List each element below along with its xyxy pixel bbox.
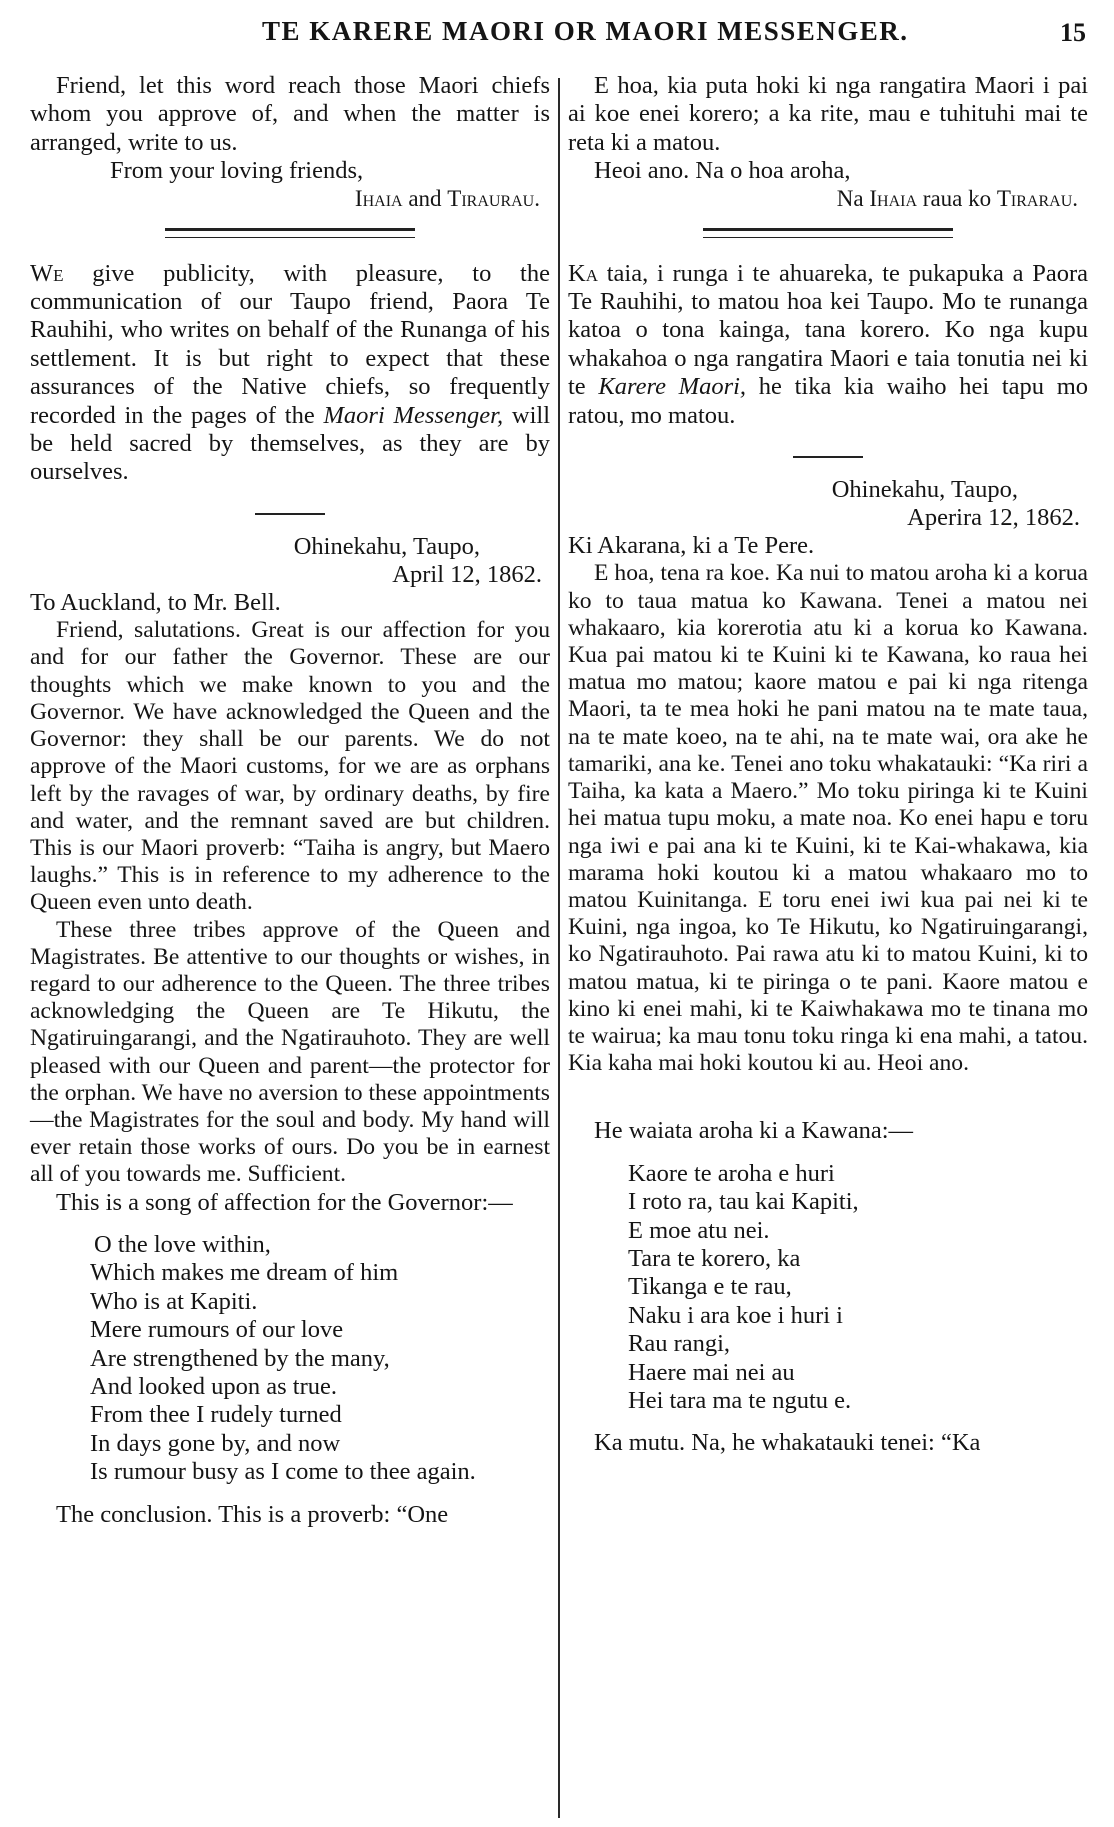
editorial-text-2: he tika kia waiho hei tapu mo ratou, mo matou. bbox=[568, 373, 1089, 429]
poem-line: Who is at Kapiti. bbox=[90, 1287, 258, 1315]
editorial-text-2: will be held sacred by themselves, as they are by ourselves. bbox=[30, 401, 551, 486]
newspaper-name: Maori Messenger, bbox=[323, 401, 504, 429]
poem-line: Mere rumours of our love bbox=[90, 1316, 344, 1344]
letter-place: Ohinekahu, Taupo, bbox=[831, 476, 1018, 504]
letter-addressee: Ki Akarana, ki a Te Pere. bbox=[568, 532, 815, 560]
signature-name-2: Tiraurau. bbox=[447, 185, 540, 211]
poem-line: From thee I rudely turned bbox=[90, 1401, 342, 1429]
poem-line: Rau rangi, bbox=[628, 1330, 731, 1358]
section-double-rule bbox=[165, 228, 415, 238]
poem-line: And looked upon as true. bbox=[90, 1372, 337, 1400]
conclusion-line: The conclusion. This is a proverb: “One bbox=[56, 1500, 449, 1528]
english-column bbox=[30, 72, 550, 1529]
page-number: 15 bbox=[1060, 18, 1086, 47]
poem-line: Kaore te aroha e huri bbox=[628, 1159, 835, 1187]
closing-salutation: From your loving friends, bbox=[110, 157, 364, 185]
signature-prefix: Na bbox=[836, 185, 864, 211]
poem bbox=[90, 1231, 550, 1487]
poem-line: I roto ra, tau kai Kapiti, bbox=[628, 1188, 859, 1216]
editorial-lead: Ka bbox=[568, 259, 598, 287]
page-header bbox=[0, 8, 1114, 56]
signature-name-2: Tirarau. bbox=[996, 185, 1078, 211]
letter-place: Ohinekahu, Taupo, bbox=[293, 532, 480, 560]
letter-paragraph-2: These three tribes approve of the Queen and Magistrates. Be attentive to our thoughts or wishes, in regard to our adherence to the Queen. The three tribes acknowledging the Queen are Te Hikutu, the Ngatiruingarangi, and the Ngatirauhoto. They are well pleased with our Queen and parent—the protector for the orphan. We have no aversion to these appointments—the Magistrates for the soul and body. My hand will ever retain those works of ours. Do you be in earnest all of you towards me. Sufficient. bbox=[30, 916, 550, 1188]
signature-name-1: Ihaia bbox=[354, 185, 403, 211]
editorial-text-1: taia, i runga i te ahuareka, te pukapuka a Paora Te Rauhihi, to matou hoa kei Taupo. Mo te runanga katoa o tona kainga, tana korero. Ko nga kupu whakahoa o nga rangatira Maori e taia tonutia nei ki te bbox=[568, 259, 1088, 401]
letter-paragraph-1: E hoa, tena ra koe. Ka nui to matou aroha ki a korua ko to taua matua ko Kawana. Tenei a matou nei whakaaro, kia korerotia atu ki a korua ko Kawana. Kua pai matou ki te Kuini ki te Kawana, ko raua hei matua mo matou; kaore matou e pai ki nga ritenga Maori, ta te mea hoki he pani matou na te mate taua, na te mate koeo, na te ahi, na te mate wai, ora ake he tamariki, ana ke. Tenei ano toku whakatauki: “Ka riri a Taiha, ka kata a Maero.” Mo toku piringa ki te Kuini hei matua tupu moku, a mate noa. Ko enei hapu e toru nga iwi e pai ana ki te Kuini, ki te Kai-whakawa, kia marama hoki koutou ki a matou whakaaro mo to matou Kuinitanga. E toru enei iwi kua pai nei ki te Kuini, nga ingoa, ko Te Hikutu, ko Ngatiruingarangi, ko Ngatirauhoto. Pai rawa atu ki to matou Kuini, ki to matou matua, ki te piringa o te pani. Kaore matou e kino ki enei mahi, ki te Kaiwhakawa mo te tinana mo te wairua; ka mau tonu toku ringa ki ena mahi, a tatou. Kia kaha mai hoki koutou ki au. Heoi ano. bbox=[568, 560, 1088, 1077]
short-rule bbox=[793, 456, 863, 458]
newspaper-name: Karere Maori, bbox=[598, 373, 747, 401]
conclusion-line: Ka mutu. Na, he whakatauki tenei: “Ka bbox=[594, 1429, 981, 1457]
opening-paragraph: E hoa, kia puta hoki ki nga rangatira Maori i pai ai koe enei korero; a ka rite, mau e tuhituhi mai te reta ki a matou. bbox=[568, 72, 1088, 156]
signature bbox=[568, 186, 1088, 212]
song-intro: He waiata aroha ki a Kawana:— bbox=[594, 1117, 914, 1145]
spacer bbox=[568, 1077, 1088, 1117]
newspaper-title: TE KARERE MAORI OR MAORI MESSENGER. bbox=[262, 16, 909, 46]
poem-line: Tara te korero, ka bbox=[628, 1244, 801, 1272]
poem-line: Haere mai nei au bbox=[628, 1358, 795, 1386]
poem-line: O the love within, bbox=[94, 1230, 271, 1258]
letter-paragraph-1: Friend, salutations. Great is our affection for you and for our father the Governor. These are our thoughts which we make known to you and the Governor. We have acknowledged the Queen and the Governor: they shall be our parents. We do not approve of the Maori customs, for we are as orphans left by the ravages of war, by ordinary deaths, by fire and water, and the remnant saved are but children. This is our Maori proverb: “Taiha is angry, but Maero laughs.” This is in reference to my adherence to the Queen even unto death. bbox=[30, 617, 550, 916]
letter-date: Aperira 12, 1862. bbox=[907, 504, 1080, 532]
signature-conjunction: and bbox=[408, 185, 442, 211]
section-double-rule bbox=[703, 228, 953, 238]
editorial-note bbox=[30, 260, 550, 487]
opening-paragraph: Friend, let this word reach those Maori chiefs whom you approve of, and when the matter is arranged, write to us. bbox=[30, 72, 550, 156]
column-divider bbox=[558, 78, 560, 1818]
letter-addressee: To Auckland, to Mr. Bell. bbox=[30, 588, 281, 616]
maori-column bbox=[568, 72, 1088, 1458]
letter-date: April 12, 1862. bbox=[392, 560, 542, 588]
song-intro: This is a song of affection for the Governor:— bbox=[56, 1188, 513, 1216]
poem-line: Tikanga e te rau, bbox=[628, 1273, 792, 1301]
short-rule bbox=[255, 513, 325, 515]
signature-name-1: Ihaia bbox=[869, 185, 918, 211]
poem-line: Which makes me dream of him bbox=[90, 1259, 399, 1287]
signature bbox=[30, 186, 550, 212]
closing-salutation: Heoi ano. Na o hoa aroha, bbox=[594, 157, 851, 185]
poem-line: Is rumour busy as I come to thee again. bbox=[90, 1458, 476, 1486]
editorial-lead: We bbox=[30, 259, 64, 287]
poem bbox=[628, 1160, 1088, 1416]
poem-line: Are strengthened by the many, bbox=[90, 1344, 390, 1372]
poem-line: Hei tara ma te ngutu e. bbox=[628, 1386, 852, 1414]
editorial-text-1: give publicity, with pleasure, to the communication of our Taupo friend, Paora Te Rauhihi, who writes on behalf of the Runanga of his settlement. It is but right to expect that these assurances of the Native chiefs, so frequently recorded in the pages of the bbox=[30, 259, 550, 429]
poem-line: Naku i ara koe i huri i bbox=[628, 1301, 843, 1329]
poem-line: In days gone by, and now bbox=[90, 1429, 341, 1457]
editorial-note bbox=[568, 260, 1088, 430]
signature-conjunction: raua ko bbox=[922, 185, 992, 211]
poem-line: E moe atu nei. bbox=[628, 1216, 770, 1244]
